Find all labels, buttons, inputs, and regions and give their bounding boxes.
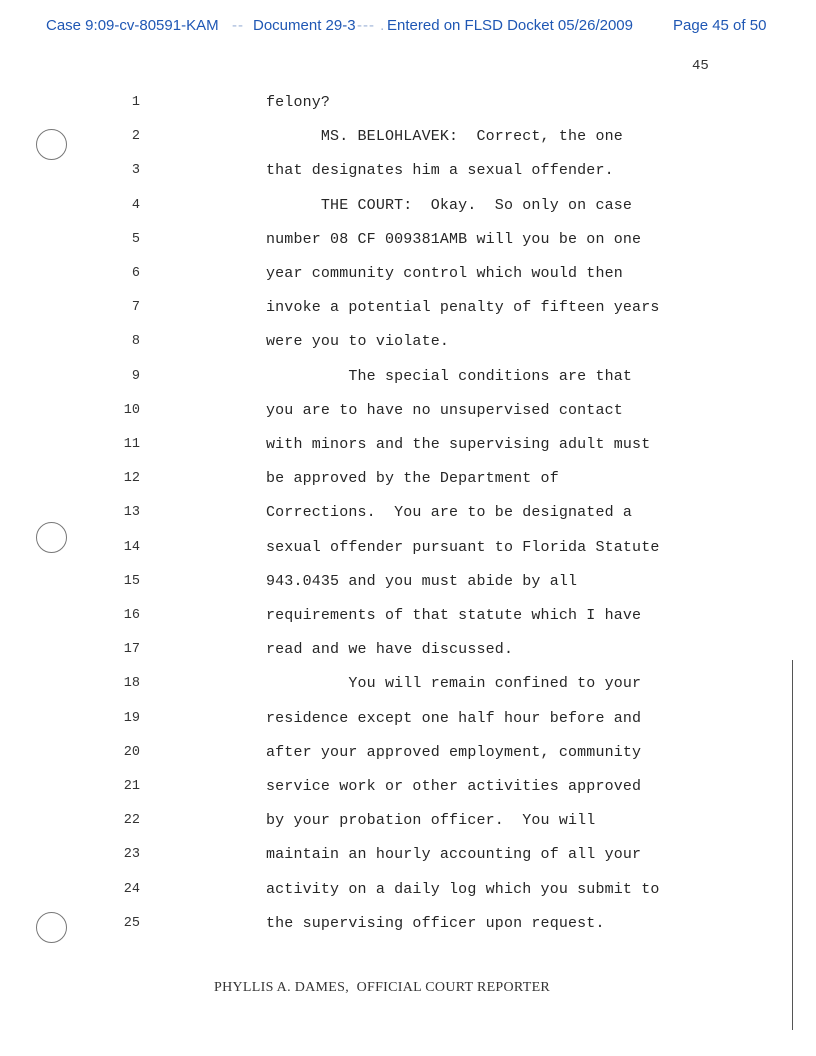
- line-number: 18: [123, 676, 140, 691]
- transcript-line: residence except one half hour before and: [266, 710, 642, 727]
- header-separator: --- .: [357, 17, 386, 34]
- line-number: 22: [123, 813, 140, 828]
- line-number: 3: [131, 163, 140, 178]
- line-number: 19: [123, 711, 140, 726]
- line-number: 7: [131, 300, 140, 315]
- entered-on-docket: Entered on FLSD Docket 05/26/2009: [387, 17, 633, 34]
- transcript-line: The special conditions are that: [266, 368, 633, 385]
- transcript-line: year community control which would then: [266, 265, 623, 282]
- transcript-line: You will remain confined to your: [266, 675, 642, 692]
- margin-rule: [792, 660, 793, 1030]
- line-number: 25: [123, 916, 140, 931]
- transcript-line: invoke a potential penalty of fifteen years: [266, 299, 660, 316]
- transcript-line: that designates him a sexual offender.: [266, 162, 614, 179]
- punch-hole: [36, 522, 67, 553]
- transcript-line: with minors and the supervising adult must: [266, 436, 651, 453]
- line-number: 1: [131, 95, 140, 110]
- transcript-line: number 08 CF 009381AMB will you be on one: [266, 231, 642, 248]
- docket-header: [0, 17, 816, 39]
- transcript-line: were you to violate.: [266, 333, 450, 350]
- line-number: 20: [123, 745, 140, 760]
- case-number: Case 9:09-cv-80591-KAM: [46, 17, 219, 34]
- line-number: 6: [131, 266, 140, 281]
- line-number: 14: [123, 540, 140, 555]
- line-number: 15: [123, 574, 140, 589]
- line-number: 24: [123, 882, 140, 897]
- punch-hole: [36, 912, 67, 943]
- punch-hole: [36, 129, 67, 160]
- line-number: 23: [123, 847, 140, 862]
- page-of-total: Page 45 of 50: [673, 17, 767, 34]
- transcript-line: read and we have discussed.: [266, 641, 514, 658]
- line-number: 21: [123, 779, 140, 794]
- header-separator: --: [232, 17, 244, 34]
- transcript-page-number: 45: [692, 58, 709, 74]
- court-reporter-footer: PHYLLIS A. DAMES, OFFICIAL COURT REPORTER: [214, 980, 551, 995]
- line-number: 10: [123, 403, 140, 418]
- transcript-line: by your probation officer. You will: [266, 812, 596, 829]
- transcript-line: felony?: [266, 94, 331, 111]
- transcript-line: requirements of that statute which I have: [266, 607, 642, 624]
- transcript-line: the supervising officer upon request.: [266, 915, 605, 932]
- transcript-line: service work or other activities approved: [266, 778, 642, 795]
- transcript-line: maintain an hourly accounting of all your: [266, 846, 642, 863]
- line-number: 8: [131, 334, 140, 349]
- transcript-line: 943.0435 and you must abide by all: [266, 573, 578, 590]
- document-number: Document 29-3: [253, 17, 356, 34]
- transcript-line: MS. BELOHLAVEK: Correct, the one: [266, 128, 623, 145]
- line-number: 11: [123, 437, 140, 452]
- transcript-line: Corrections. You are to be designated a: [266, 504, 633, 521]
- line-number: 4: [131, 198, 140, 213]
- line-number: 16: [123, 608, 140, 623]
- line-number: 9: [131, 369, 140, 384]
- line-number: 5: [131, 232, 140, 247]
- line-number: 13: [123, 505, 140, 520]
- line-number: 2: [131, 129, 140, 144]
- line-number: 12: [123, 471, 140, 486]
- transcript-line: THE COURT: Okay. So only on case: [266, 197, 633, 214]
- transcript-line: activity on a daily log which you submit to: [266, 881, 660, 898]
- transcript-line: after your approved employment, community: [266, 744, 642, 761]
- line-number: 17: [123, 642, 140, 657]
- transcript-line: sexual offender pursuant to Florida Statute: [266, 539, 660, 556]
- transcript-line: you are to have no unsupervised contact: [266, 402, 623, 419]
- transcript-line: be approved by the Department of: [266, 470, 559, 487]
